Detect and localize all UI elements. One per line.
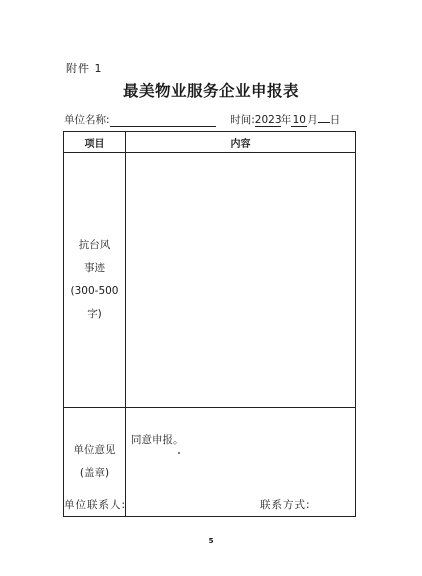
year-suffix: 年 [280,114,292,126]
day-value[interactable] [318,122,330,123]
contact-person-label: 单位联系人: [64,499,127,511]
header-content: 内容 [126,132,356,153]
contact-method-label: 联系方式: [260,499,311,511]
form-meta-line [64,112,356,127]
time-label: 时间: [230,114,255,126]
story-label-line: 事迹 [84,262,105,274]
application-form-table [63,131,356,517]
story-label [64,153,126,408]
header-item: 项目 [64,132,126,153]
story-label-line: 抗台风 [78,239,111,251]
table-header-row [64,132,356,153]
page-number: 5 [208,537,214,545]
annex-label: 附件 1 [66,62,103,75]
form-title: 最美物业服务企业申报表 [122,81,299,100]
day-suffix: 日 [329,114,341,126]
month-value[interactable]: 10 [292,114,306,126]
table-row-story [64,153,356,408]
story-label-line: 字) [87,308,102,320]
opinion-label-line: (盖章) [79,467,110,479]
stray-mark [178,452,180,454]
month-suffix: 月 [307,114,318,126]
story-content-cell[interactable] [126,153,356,408]
opinion-label-line: 单位意见 [73,444,116,456]
opinion-text: 同意申报。 [131,434,184,446]
story-label-line: (300-500 [70,285,119,297]
opinion-content-cell[interactable] [126,408,356,517]
year-value[interactable]: 2023 [254,114,282,126]
unit-name-field[interactable] [110,114,216,127]
unit-name-label: 单位名称: [64,114,110,126]
